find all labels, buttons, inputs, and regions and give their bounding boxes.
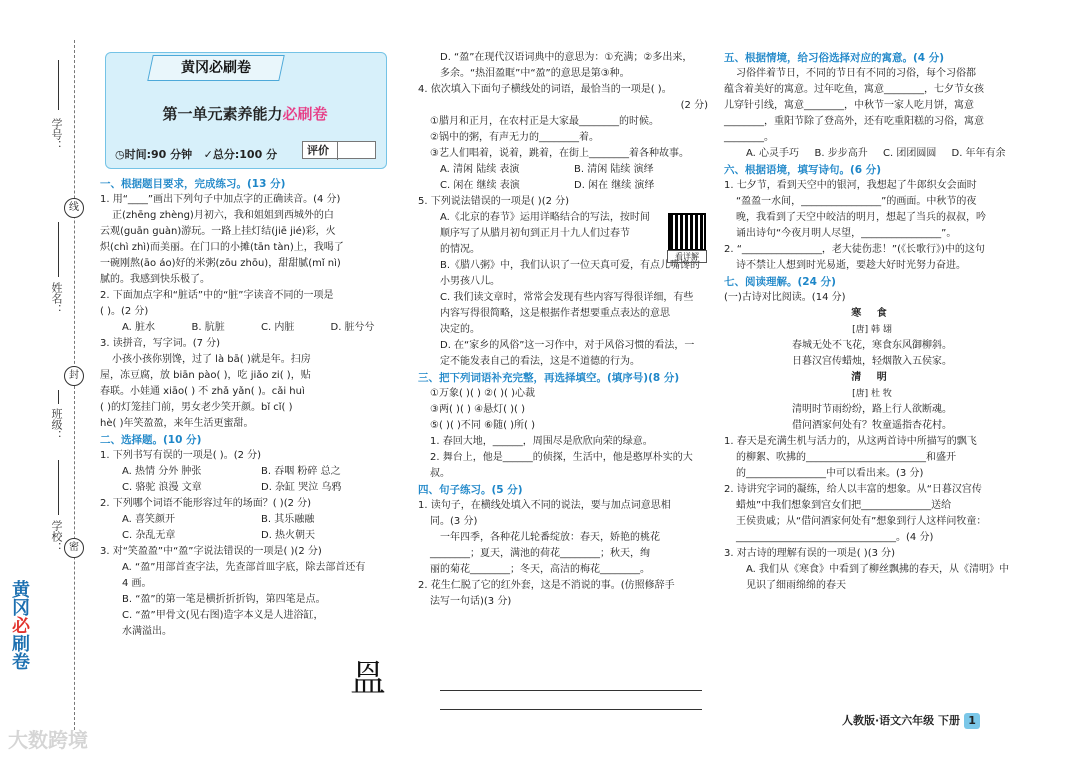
text-line: 春城无处不飞花，寒食东风御柳斜。 [792,340,952,351]
evaluation-box[interactable]: 评价 [302,141,376,159]
text-line: [唐] 杜 牧 [852,389,892,399]
text-line: 习俗伴着节日，不同的节日有不同的习俗，每个习俗都 [736,68,976,79]
option[interactable]: C. 团团圆圆 [883,148,937,159]
text-line: 丽的菊花________；冬天，高洁的梅花________。 [430,564,650,575]
text-line: 多余。“热泪盈眶”中“盈”的意思是第③种。 [440,68,630,79]
text-line: 1. 下列书写有误的一项是( )。(2 分) [100,450,262,461]
check-icon: ✓ [203,148,213,161]
text-line: 诵出诗句“今夜月明人尽望，________________”。 [736,228,957,239]
text-line: C. 我们读文章时，常常会发现有些内容写得很详细，有些 [440,292,694,303]
text-line: 2. “________________，老大徒伤悲！”(《长歌行》)中的这句 [724,244,985,255]
option[interactable]: B. 吞咽 粉碎 总之 [261,466,341,477]
text-line: [唐] 韩 翃 [852,325,892,335]
option[interactable]: A. 热情 分外 肿张 [122,466,202,477]
text-line: 2. 舞台上，他是______的侦探，生活中，他是憨厚朴实的大叔。 [430,452,693,479]
text-line: ①腊月和正月，在农村正是大家最________的时候。 [430,116,659,127]
text-line: 决定的。 [440,324,480,335]
option[interactable]: A. 心灵手巧 [746,148,800,159]
seal-mi: 密 [64,538,84,558]
options-row [100,528,400,544]
option[interactable]: C. 内脏 [261,322,295,333]
text-line: (一)古诗对比阅读。(14 分) [724,292,846,303]
text-line: A. 我们从《寒食》中看到了柳丝飘拂的春天，从《清明》中 [746,564,1010,575]
text-line: 儿穿针引线，寓意________，中秋节一家人吃月饼，寓意 [724,100,974,111]
text-line: ________________________________。(4 分) [736,532,934,543]
total-text: 总分:100 分 [212,148,278,161]
text-line: ②锅中的粥，有声无力的________着。 [430,132,599,143]
section-heading: 四、句子练习。(5 分) [418,484,523,496]
options-row [418,162,708,178]
text-line: 借问酒家何处有？牧童遥指杏花村。 [792,420,952,431]
section-heading: 二、选择题。(10 分) [100,434,202,446]
option[interactable]: B. 清闲 陆续 演绎 [574,164,654,175]
text-line: D. “盈”在现代汉语词典中的意思为：①充满；②多出来， [440,52,693,63]
page-title: 第一单元素养能力必刷卷 [162,105,328,123]
option[interactable]: A. 脏水 [122,322,156,333]
text-line: ________，重阳节除了登高外，还有吃重阳糕的习俗，寓意 [724,116,984,127]
text-line: 同。(3 分) [430,516,478,527]
text-line: 的柳絮、吹拂的________________________和盛开 [736,452,956,463]
text-line: 2. 下面加点字和“脏话”中的“脏”字读音不同的一项是 [100,290,334,301]
text-line: ①万象( )( ) ②( )( )心裁 [430,388,536,399]
text-line: 5. 下列说法错误的一项是( )(2 分) [418,196,570,207]
text-line: A.《北京的春节》运用详略结合的写法，按时间 [440,212,650,223]
school-label: 学校： [50,520,63,553]
text-line: 小男孩八儿。 [440,276,500,287]
class-line [58,390,59,404]
answer-line[interactable] [440,676,702,691]
text-line: 腻的。我感到快乐极了。 [100,274,210,285]
text-line: 云观(guān guàn)游玩。一路上挂灯结(jiē jié)彩，火 [100,226,336,237]
text-line: 3. 对古诗的理解有误的一项是( )(3 分) [724,548,896,559]
option[interactable]: C. 杂乱无章 [122,530,176,541]
section-heading: 七、阅读理解。(24 分) [724,276,836,288]
options-row [100,480,400,496]
text-line: 蜡烛”中我们想象到宫女们把______________送给 [736,500,952,511]
option[interactable]: D. 脏兮兮 [330,322,375,333]
text-line: 2. 诗讲究字词的凝练，给人以丰富的想象。从“日暮汉宫传 [724,484,982,495]
text-line: 水满溢出。 [122,626,172,637]
text-line: ________；夏天，满池的荷花________；秋天，绚 [430,548,650,559]
school-line [58,460,59,515]
text-line: 见识了细雨绵绵的春天 [746,580,846,591]
text-line: 炽(chì zhì)而美丽。在门口的小摊(tān tàn)上，我喝了 [100,242,344,253]
brand-vertical: 黄冈必刷卷 [9,580,30,670]
option[interactable]: B. 步步高升 [814,148,868,159]
section-heading: 六、根据语境，填写诗句。(6 分) [724,164,882,176]
text-line: 1. 用“____”画出下列句子中加点字的正确读音。(4 分) [100,194,341,205]
binding-margin [0,0,95,765]
options-row [418,178,708,194]
name-line [58,222,59,277]
option[interactable]: D. 年年有余 [951,148,1006,159]
section-heading: 三、把下列词语补充完整，再选择填空。(填序号)(8 分) [418,372,680,384]
text-line: 法写一句话)(3 分) [430,596,512,607]
text-line: 定不能发表自己的看法，这是不道德的行为。 [440,356,640,367]
header-tab: 黄冈必刷卷 [147,55,285,81]
option[interactable]: B. 其乐融融 [261,514,315,525]
text-line: B.《腊八粥》中，我们认识了一位天真可爱，有点儿嘴馋的 [440,260,701,271]
text-line: 内容写得很简略，这是根据作者想要重点表达的意思 [440,308,670,319]
option[interactable]: C. 骆驼 浪漫 文章 [122,482,202,493]
text-line: 4. 依次填入下面句子横线处的词语，最恰当的一项是( )。 [418,84,672,95]
text-line: ③两( )( ) ④悬灯( )( ) [430,404,526,415]
class-label: 班级： [50,408,63,441]
option[interactable]: D. 闲在 继续 演绎 [574,180,655,191]
option[interactable]: A. 喜笑颜开 [122,514,176,525]
text-line: 寒 食 [851,308,893,319]
text-line: 王侯贵戚；从“借问酒家何处有”想象到行人这样问牧童： [736,516,987,527]
text-line: ( )。(2 分) [100,306,149,317]
text-line: 晚，我看到了天空中皎洁的明月，想起了当兵的叔叔，吟 [736,212,986,223]
column-1 [100,176,400,640]
text-line: 1. 读句子，在横线处填入不同的说法，要与加点词意思相 [418,500,671,511]
text-line: 蕴含着美好的寓意。过年吃鱼，寓意________，七夕节女孩 [724,84,984,95]
text-line: 顺序写了从腊月初旬到正月十九人们过春节 [440,228,630,239]
text-line: ________。 [724,132,774,143]
text-line: 一碗刚熬(āo áo)好的米粥(zōu zhōu)，甜甜腻(mǐ nì) [100,258,341,269]
student-id-line [58,60,59,110]
text-line: 2. 下列哪个词语不能形容过年的场面？( )(2 分) [100,498,312,509]
text-line: 1. 七夕节，看到天空中的银河，我想起了牛郎织女会面时 [724,180,977,191]
option[interactable]: B. 肮脏 [191,322,225,333]
text-line: ( )的灯笼挂门前，男女老少笑开颜。bǐ cǐ( ) [100,402,293,413]
seal-xian: 线 [64,198,84,218]
option[interactable]: D. 热火朝天 [261,530,316,541]
column-3 [724,50,1020,594]
qr-code-icon[interactable] [668,213,706,251]
text-line: B. “盈”的第一笔是横折折折钩，第四笔是点。 [122,594,326,605]
options-row [100,512,400,528]
text-line: “盈盈一水间，________________”的画面。中秋节的夜 [736,196,977,207]
seal-feng: 封 [64,366,84,386]
text-line: 清 明 [851,372,893,383]
option[interactable]: A. 清闲 陆续 表演 [440,164,520,175]
options-row [724,146,1020,162]
qr-label: 看详解 [667,250,707,263]
clock-icon: ◷ [115,148,125,161]
options-row [100,320,400,336]
watermark: 大数跨境 [8,728,88,752]
text-line: 2. 花生仁脱了它的红外套，这是不消说的事。(仿照修辞手 [418,580,675,591]
text-line: A. “盈”用部首查字法，先查部首皿字底，除去部首还有 [122,562,366,573]
text-line: 诗不禁让人想到时光易逝，要趁大好时光努力奋进。 [736,260,966,271]
text-line: 的情况。 [440,244,480,255]
text-line: 3. 读拼音，写字词。(7 分) [100,338,221,349]
text-line: 春联。小娃通 xiāo( ) 不 zhǎ yǎn( )。cǎi huì [100,386,305,397]
options-row [100,464,400,480]
text-line: 4 画。 [122,578,152,589]
answer-line[interactable] [440,695,702,710]
text-line: 1. 春天是充满生机与活力的，从这两首诗中所描写的飘飞 [724,436,977,447]
text-line: 清明时节雨纷纷，路上行人欲断魂。 [792,404,952,415]
section-heading: 五、根据情境，给习俗选择对应的寓意。(4 分) [724,52,945,64]
text-line: ③艺人们唱着，说着，跳着，在街上________着各种故事。 [430,148,689,159]
time-text: 时间:90 分钟 [124,148,193,161]
text-line: 日暮汉宫传蜡烛，轻烟散入五侯家。 [792,356,952,367]
student-id-label: 学号： [50,118,63,151]
option[interactable]: C. 闲在 继续 表演 [440,180,520,191]
option[interactable]: D. 杂缸 哭泣 乌鸦 [261,482,342,493]
text-line: C. “盈”甲骨文(见右图)造字本义是人进浴缸， [122,610,324,621]
oracle-bone-glyph: 𥁕 [350,658,387,699]
text-line: D. 在“家乡的风俗”这一习作中，对于风俗习惯的看法，一 [440,340,695,351]
text-line: ⑤( )( )不同 ⑥随( )所( ) [430,420,536,431]
exam-info [115,146,277,162]
text-line: (2 分) [680,100,708,111]
footer: 人教版·语文六年级 下册 1 [842,712,980,729]
column-2 [418,50,708,610]
name-label: 姓名： [50,282,63,315]
text-line: 正(zhēng zhèng)月初六，我和姐姐到西城外的白 [112,210,334,221]
text-line: hè( )年笑盈盈，来年生活更蜜甜。 [100,418,254,429]
answer-lines [418,672,708,710]
text-line: 一年四季，各种花儿轮番绽放：春天，娇艳的桃花 [440,532,660,543]
section-heading: 一、根据题目要求，完成练习。(13 分) [100,178,286,190]
page-number: 1 [964,713,980,729]
text-line: 小孩小孩你别馋，过了 là bā( )就是年。扫房 [112,354,311,365]
text-line: 屋，冻豆腐，放 biān pào( )，吃 jiǎo zi( )，贴 [100,370,311,381]
text-line: 1. 春回大地，______，周围尽是欣欣向荣的绿意。 [430,436,653,447]
text-line: 的________________中可以看出来。(3 分) [736,468,924,479]
text-line: 3. 对“笑盈盈”中“盈”字说法错误的一项是( )(2 分) [100,546,322,557]
